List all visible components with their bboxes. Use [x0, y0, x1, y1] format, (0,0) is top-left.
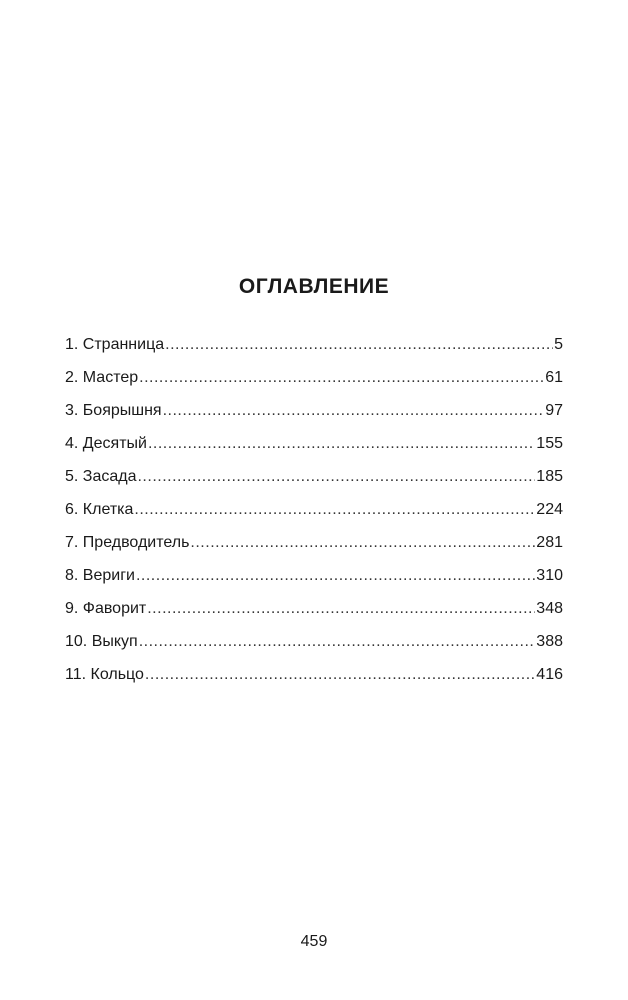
page-number: 459 — [300, 933, 328, 950]
toc-entry[interactable] — [65, 631, 563, 664]
toc-entry[interactable] — [65, 565, 563, 598]
toc-entry-label: 2. Мастер — [65, 369, 139, 386]
toc-entry-label: 6. Клетка — [65, 501, 134, 518]
dot-leader — [139, 367, 544, 389]
toc-entry-label: 9. Фаворит — [65, 600, 147, 617]
toc-entry-label: 10. Выкуп — [65, 633, 138, 650]
toc-entry[interactable] — [65, 367, 563, 400]
dot-leader — [165, 334, 553, 356]
dot-leader — [148, 433, 535, 455]
toc-entry[interactable] — [65, 433, 563, 466]
toc-entry[interactable] — [65, 532, 563, 565]
toc-entry[interactable] — [65, 400, 563, 433]
toc-entry-label: 4. Десятый — [65, 435, 147, 452]
toc-entry[interactable] — [65, 499, 563, 532]
toc-entry-page: 310 — [536, 567, 563, 584]
toc-entry-page: 5 — [554, 336, 563, 353]
toc-entry-page: 416 — [536, 666, 563, 683]
toc-title: ОГЛАВЛЕНИЕ — [238, 275, 390, 298]
dot-leader — [136, 565, 535, 587]
toc-entry-page: 388 — [536, 633, 563, 650]
toc-entry-label: 1. Странница — [65, 336, 165, 353]
dot-leader — [145, 664, 535, 686]
toc-entry-page: 348 — [536, 600, 563, 617]
dot-leader — [137, 466, 535, 488]
dot-leader — [134, 499, 535, 521]
toc-entry[interactable] — [65, 598, 563, 631]
toc-entry[interactable] — [65, 664, 563, 697]
toc-entry-page: 61 — [545, 369, 563, 386]
toc-entry-page: 97 — [545, 402, 563, 419]
toc-entry-label: 3. Боярышня — [65, 402, 162, 419]
toc-entry-page: 224 — [536, 501, 563, 518]
toc-entry[interactable] — [65, 334, 563, 367]
dot-leader — [147, 598, 535, 620]
toc-entry-page: 155 — [536, 435, 563, 452]
toc-entry-label: 5. Засада — [65, 468, 137, 485]
toc-entry-label: 11. Кольцо — [65, 666, 144, 683]
dot-leader — [163, 400, 545, 422]
toc-entry-page: 185 — [536, 468, 563, 485]
toc-entry-label: 7. Предводитель — [65, 534, 190, 551]
toc-entry-page: 281 — [536, 534, 563, 551]
dot-leader — [139, 631, 536, 653]
toc-entry[interactable] — [65, 466, 563, 499]
dot-leader — [190, 532, 535, 554]
toc-list — [65, 334, 563, 697]
toc-entry-label: 8. Вериги — [65, 567, 135, 584]
